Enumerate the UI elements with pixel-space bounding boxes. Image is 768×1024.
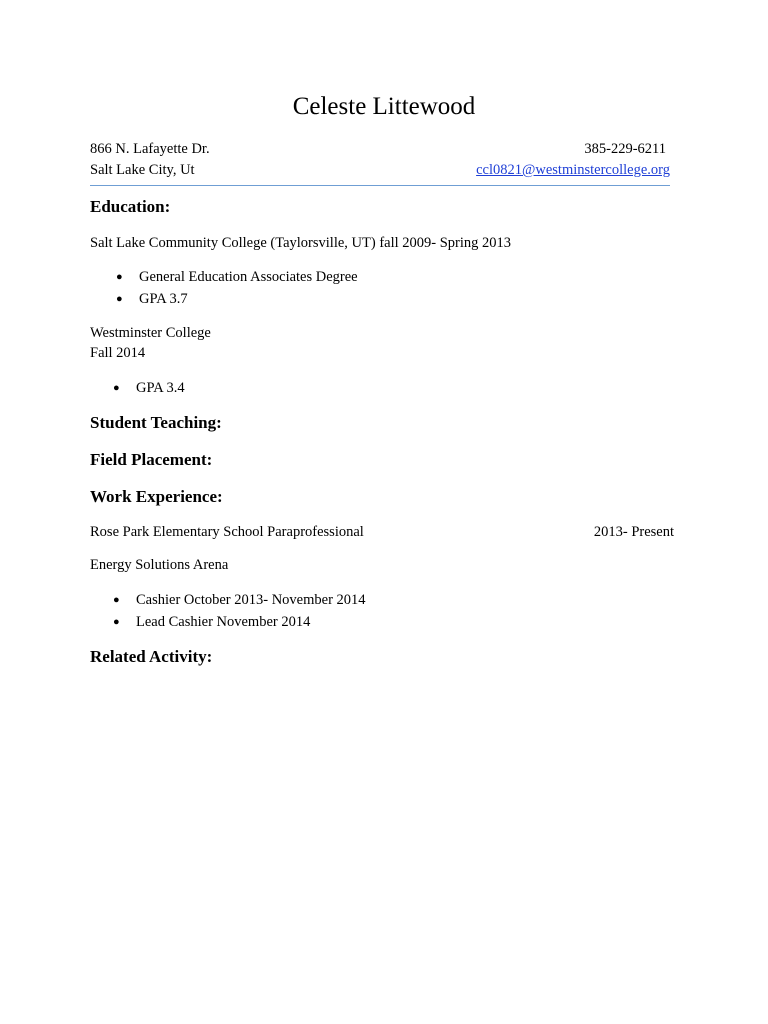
student-teaching-heading: Student Teaching: [90, 413, 222, 432]
resume-page: Celeste Littewood 866 N. Lafayette Dr. 385-229-6211 Salt Lake City, Ut ccl0821@westminstercollege.org Education: Salt Lake Community College (Taylorsville, UT) fall 2009- Spring 2013 ● General Education Associates Degree ● GPA 3.7 Westminster College Fall 2014 ● GPA 3.4 Student Teaching: Field Placement: Work Experience: Rose Park Elementary School Paraprofessional 2013- Present Energy Solutions Arena ● Cashier October 2013- November 2014 ● Lead Cashier November 2014 Related Activity: [0, 0, 768, 1024]
work-experience-heading: Work Experience: [90, 487, 223, 506]
bullet-icon: ● [116, 293, 123, 305]
education-school-1: Salt Lake Community College (Taylorsville, UT) fall 2009- Spring 2013 [90, 235, 512, 251]
resume-name: Celeste Littewood [292, 93, 476, 120]
bullet-icon: ● [113, 382, 120, 394]
bullet-icon: ● [116, 271, 123, 283]
email-link[interactable]: ccl0821@westminstercollege.org [476, 162, 670, 178]
education-school-2-term: Fall 2014 [90, 345, 146, 361]
work-job-1-dates: 2013- Present [593, 524, 674, 540]
contact-row-2 [90, 161, 670, 179]
bullet-icon: ● [113, 594, 120, 606]
address-line-1: 866 N. Lafayette Dr. [90, 141, 210, 157]
education-heading: Education: [90, 197, 171, 216]
work-job-1: Rose Park Elementary School Paraprofessional [90, 524, 364, 540]
contact-row-1 [90, 140, 670, 158]
work-job-2: Energy Solutions Arena [90, 557, 229, 573]
phone-number: 385-229-6211 [584, 141, 666, 157]
header-divider [90, 185, 670, 186]
field-placement-heading: Field Placement: [90, 450, 213, 469]
address-line-2: Salt Lake City, Ut [90, 162, 195, 178]
education-school-2-name: Westminster College [90, 325, 211, 341]
bullet-icon: ● [113, 616, 120, 628]
related-activity-heading: Related Activity: [90, 647, 213, 666]
